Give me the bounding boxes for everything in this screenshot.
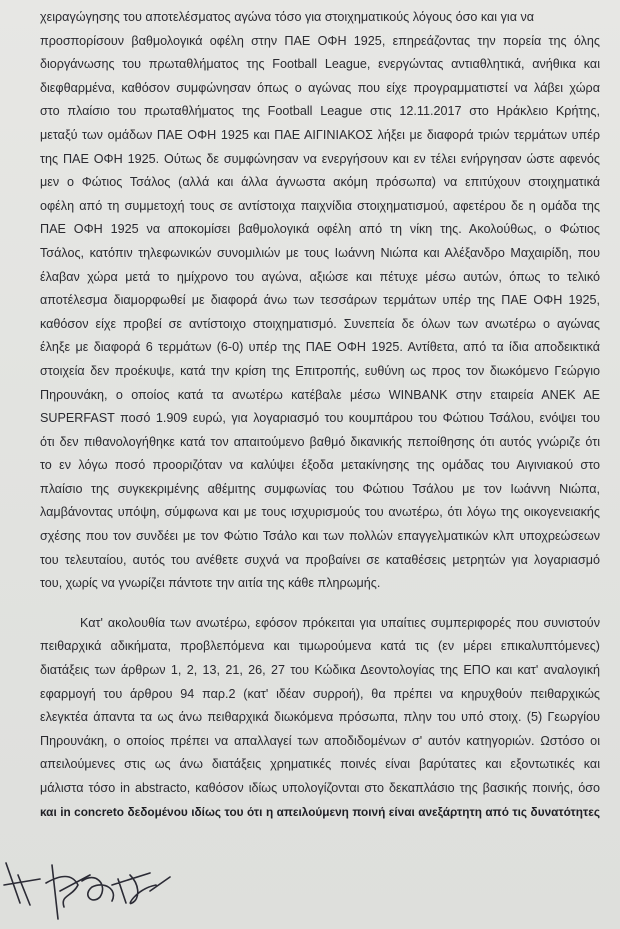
text-line: του τελευταίου, αυτός του ανέθετε συχνά να προβαίνει σε καταθέσεις μετρητών για λογαριασμό [40, 552, 600, 567]
text-line: της ΠΑΕ ΟΦΗ 1925. Ούτως δε συμφώνησαν να ενεργήσουν και εν τέλει ενήργησαν ώστε αφενός [40, 151, 600, 166]
text-line: ότι δεν πιθανολογήθηκε κατά τον απαιτούμενο βαθμό δικανικής πεποίθησης ότι αυτός γνώριζε ότι [40, 434, 600, 449]
text-line: μεν ο Φώτιος Τσάλος (αλλά και άλλα άγνωστα ακόμη πρόσωπα) να επιτύχουν στοιχηματικά [40, 175, 600, 190]
text-line: Πηρουνάκη, ο οποίος κατά τα ανωτέρω κατέβαλε μέσω WINBANK στην εταιρεία ΑΝΕΚ ΑΕ [40, 387, 600, 402]
text-line: ΠΑΕ ΟΦΗ 1925 να αποκομίσει βαθμολογικά οφέλη από τη νίκη της. Ακολούθως, ο Φώτιος [40, 222, 600, 237]
text-line: λαμβάνοντας υπόψη, σύμφωνα και με τους ισχυρισμούς του ανωτέρω, ότι λόγω της οικογενειακής [40, 505, 600, 520]
text-line: καθόσον είχε προβεί σε αντίστοιχο στοιχηματισμό. Συνεπεία δε όλων των ανωτέρω ο αγώνας [40, 316, 600, 331]
paragraph-facts [40, 6, 600, 596]
text-line: έληξε με διαφορά 6 τερμάτων (6-0) υπέρ της ΠΑΕ ΟΦΗ 1925. Αντίθετα, από τα ίδια αποδεικτικά [40, 340, 600, 355]
text-line: Τσάλος, κατόπιν τηλεφωνικών συνομιλιών με τους Ιωάννη Νιώπα και Αλέξανδρο Μαχαιρίδη, που [40, 245, 600, 260]
text-line: σχέσης που τον συνδέει με τον Φώτιο Τσάλο και των πολλών επαγγελματικών κλπ υποχρεώσεων [40, 529, 600, 544]
text-line: και in concreto δεδομένου ιδίως του ότι η απειλούμενη ποινή είναι ανεξάρτητη από τις δυνατότητες [40, 804, 600, 819]
text-line: απειλούμενες στις ως άνω διατάξεις χρηματικές ποινές είναι βαρύτατες και εξοντωτικές και [40, 757, 600, 772]
text-line: προσπορίσουν βαθμολογικά οφέλη στην ΠΑΕ ΟΦΗ 1925, επηρεάζοντας την πορεία της όλης [40, 33, 600, 48]
text-line: πειθαρχικά αδικήματα, προβλεπόμενα και τιμωρούμενα κατά τις (εν μέρει επικαλυπτόμενες) [40, 639, 600, 654]
text-line: διεφθαρμένα, καθόσον συμφώνησαν όπως ο αγώνας που είχε προγραμματιστεί να λάβει χώρα [40, 80, 600, 95]
text-line: πλαίσιο της συγκεκριμένης αθέμιτης συμφωνίας του Φώτιου Τσάλου με τον Ιωάννη Νιώπα, [40, 481, 600, 496]
text-line: χειραγώγησης του αποτελέσματος αγώνα τόσο για στοιχηματικούς λόγους όσο και για να [40, 10, 535, 24]
text-line: μάλιστα τόσο in abstracto, καθόσον ιδίως υπολογίζονται στο δεκαπλάσιο της βασικής ποινής, όσο [40, 781, 600, 795]
text-line: στο πλαίσιο του πρωταθλήματος της Football League στις 12.11.2017 στο Ηράκλειο Κρήτης, [40, 104, 600, 119]
text-line: μεταξύ των ομάδων ΠΑΕ ΟΦΗ 1925 και ΠΑΕ ΑΙΓΙΝΙΑΚΟΣ λήξει με διαφορά τριών τερμάτων υπέρ [40, 127, 600, 142]
text-line: ελεγκτέα άπαντα τα ως άνω πειθαρχικά διωκόμενα πρόσωπα, πλην του υπό στοιχ. (5) Γεωργίου [40, 710, 600, 725]
text-line: οφέλη από τη συμμετοχή τους σε αντίστοιχα παιχνίδια στοιχηματισμού, αφετέρου δε η ομάδα της [40, 198, 600, 213]
text-line: αποτέλεσμα διαμορφωθεί με διαφορά άνω των τεσσάρων τερμάτων υπέρ της ΠΑΕ ΟΦΗ 1925, [40, 293, 600, 308]
document-page [40, 6, 600, 824]
paragraph-conclusion [40, 612, 600, 824]
text-line: διοργάνωσης του πρωταθλήματος της Football League, ενεργώντας αντιαθλητικά, ανήθικα και [40, 57, 600, 72]
text-line: έλαβαν χώρα μετά το ημίχρονο του αγώνα, αξιώσε και πέτυχε μέσω αυτών, όπως το τελικό [40, 269, 600, 284]
text-line: στοιχεία δεν προέκυψε, κατά την κρίση της Επιτροπής, ευθύνη ως προς τον διωκόμενο Γεώργιο [40, 363, 600, 378]
text-line: εφαρμογή του άρθρου 94 παρ.2 (κατ' ιδέαν συρροή), θα πρέπει να κηρυχθούν πειθαρχικώς [40, 686, 600, 701]
text-line: SUPERFAST ποσό 1.909 ευρώ, για λογαριασμό του κουμπάρου του Φώτιου Τσάλου, ενόψει του [40, 411, 600, 426]
handwritten-signatures [0, 845, 200, 925]
text-line: του, χωρίς να γνωρίζει πάντοτε την αιτία της κάθε πληρωμής. [40, 576, 381, 591]
paragraph-gap [40, 596, 600, 612]
text-line: διατάξεις των άρθρων 1, 2, 13, 21, 26, 27 του Κώδικα Δεοντολογίας της ΕΠΟ και κατ' αναλογική [40, 663, 600, 678]
text-line: το εν λόγω ποσό προοριζόταν να καλύψει έξοδα μετακίνησης της ομάδας του Αιγινιακού στο [40, 458, 600, 473]
text-line: Κατ' ακολουθία των ανωτέρω, εφόσον πρόκειται για υπαίτιες συμπεριφορές που συνιστούν [80, 615, 600, 630]
text-line: Πηρουνάκη, ο οποίος πρέπει να απαλλαγεί των αποδιδομένων σ' αυτόν κατηγοριών. Ωστόσο οι [40, 733, 600, 748]
